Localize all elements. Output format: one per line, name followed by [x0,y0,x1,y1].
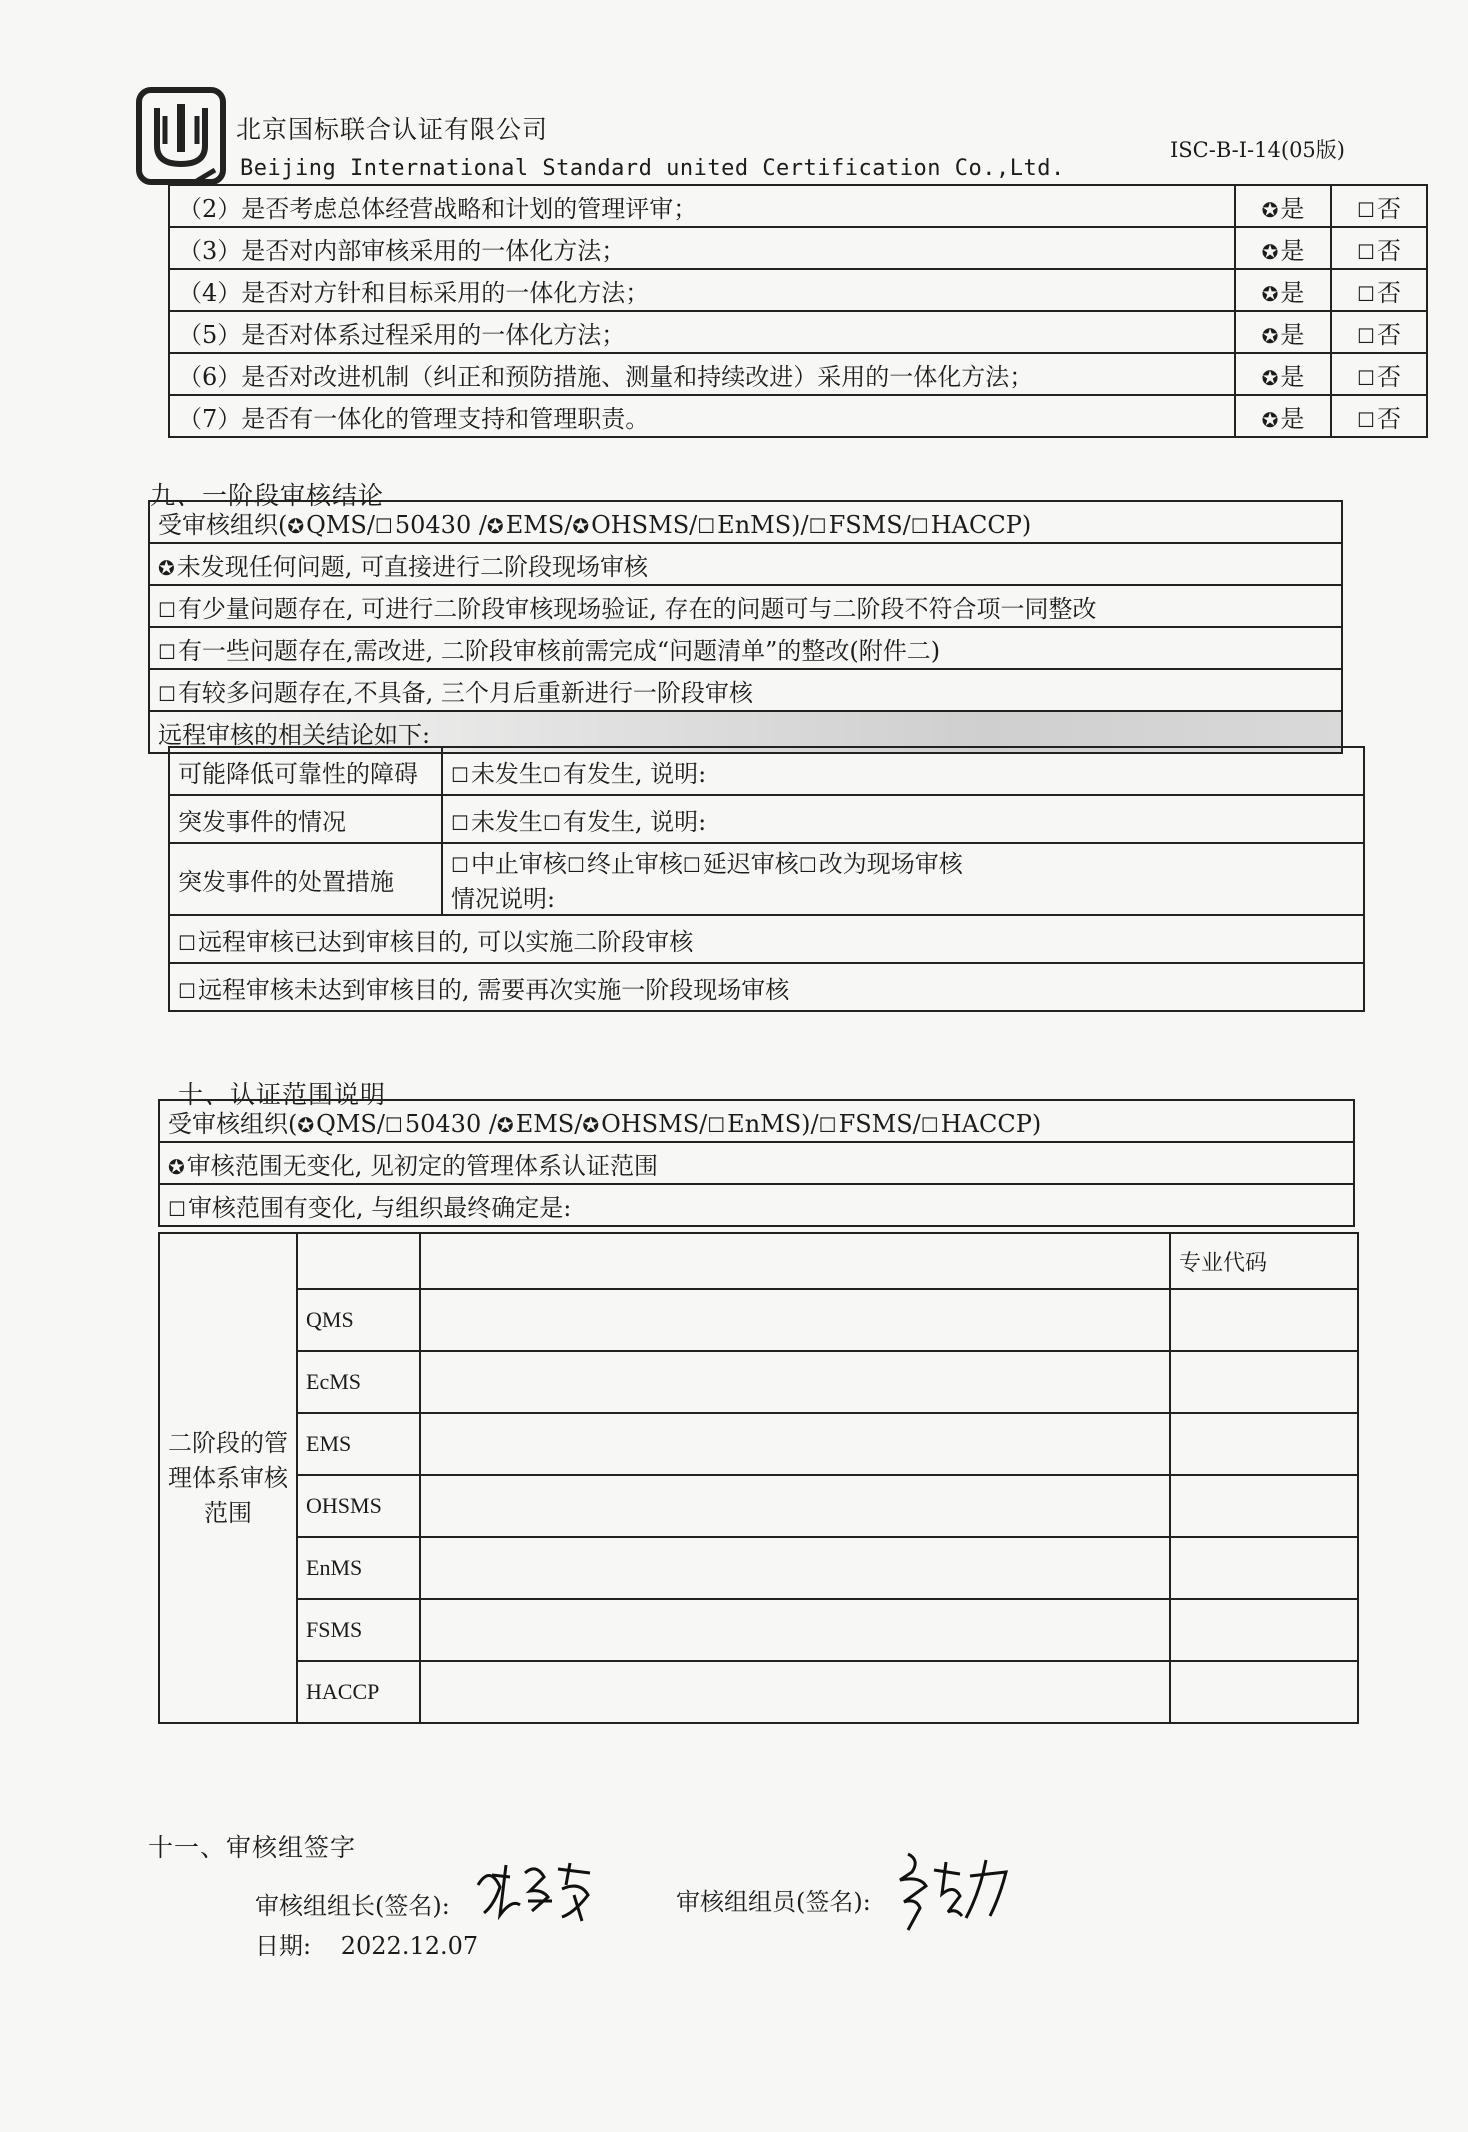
company-name-en: Beijing International Standard united Certification Co.,Ltd. [240,156,1065,181]
remote-row-label: 突发事件的情况 [169,795,442,843]
remote-measures[interactable]: ☐中止审核☐终止审核☐延迟审核☐改为现场审核 情况说明: [442,843,1364,915]
checklist-item: （6）是否对改进机制（纠正和预防措施、测量和持续改进）采用的一体化方法； [169,353,1235,395]
no-checkbox[interactable]: ☐否 [1331,353,1427,395]
system-name: QMS [297,1289,420,1351]
remote-row [169,747,1364,795]
checklist-row [169,395,1427,437]
fsms-checkbox[interactable]: ☐ [818,1112,837,1137]
scope-header-row [159,1233,1358,1289]
remote-row-label: 突发事件的处置措施 [169,843,442,915]
code-field[interactable] [1170,1289,1358,1351]
remote-row [169,843,1364,915]
stage1-conclusion-table [148,500,1343,754]
no-checkbox[interactable]: ☐否 [1331,311,1427,353]
remote-row-value[interactable]: ☐未发生☐有发生, 说明: [442,747,1364,795]
option-checkbox: ☐ [158,681,176,706]
code-field[interactable] [1170,1537,1358,1599]
scope-field[interactable] [420,1599,1170,1661]
section10-title: 十、认证范围说明 [178,1080,387,1109]
scope-field[interactable] [420,1475,1170,1537]
integration-checklist-table [168,184,1428,438]
scope-field[interactable] [420,1289,1170,1351]
scope-header-cell [420,1233,1170,1289]
checklist-row [169,227,1427,269]
company-name-cn: 北京国标联合认证有限公司 [236,115,549,144]
conclusion-option-row [149,627,1342,669]
checklist-row [169,185,1427,227]
no-checkbox[interactable]: ☐否 [1331,395,1427,437]
scope-row [159,1537,1358,1599]
scope-row [159,1661,1358,1723]
remote-row-label: 可能降低可靠性的障碍 [169,747,442,795]
no-checkbox[interactable]: ☐否 [1331,185,1427,227]
checklist-row [169,269,1427,311]
yes-checkbox[interactable]: ✪是 [1235,185,1331,227]
scope-option-row [159,1184,1354,1226]
scope-option-row [159,1142,1354,1184]
remote-result-row [169,915,1364,963]
company-logo-icon [135,86,227,186]
haccp-checkbox[interactable]: ☐ [920,1112,939,1137]
remote-row [169,795,1364,843]
audited-org-systems: 受审核组织(✪QMS/☐50430 /✪EMS/✪OHSMS/☐EnMS)/☐FSMS/☐HACCP) [159,1100,1354,1142]
remote-row-value[interactable]: ☐未发生☐有发生, 说明: [442,795,1364,843]
conclusion-option-row [149,585,1342,627]
section9-title: 九、一阶段审核结论 [150,481,385,510]
checklist-item: （7）是否有一体化的管理支持和管理职责。 [169,395,1235,437]
system-header-cell [297,1233,420,1289]
code-field[interactable] [1170,1475,1358,1537]
section11-title: 十一、审核组签字 [148,1833,357,1862]
conclusion-option[interactable]: ✪未发现任何问题, 可直接进行二阶段现场审核 [149,543,1342,585]
scope-no-change-option[interactable]: ✪审核范围无变化, 见初定的管理体系认证范围 [159,1142,1354,1184]
yes-checkbox[interactable]: ✪是 [1235,227,1331,269]
option-checkbox: ☐ [158,639,176,664]
yes-checkbox[interactable]: ✪是 [1235,353,1331,395]
audited-org-row [149,501,1342,543]
ohsms-checkbox[interactable]: ✪ [582,1112,600,1137]
system-name: HACCP [297,1661,420,1723]
checklist-item: （5）是否对体系过程采用的一体化方法； [169,311,1235,353]
system-name: EcMS [297,1351,420,1413]
situation-note: 情况说明: [451,885,556,913]
conclusion-option[interactable]: ☐有少量问题存在, 可进行二阶段审核现场验证, 存在的问题可与二阶段不符合项一同整改 [149,585,1342,627]
date-label: 日期: [255,1932,312,1960]
scope-row [159,1351,1358,1413]
conclusion-option-row [149,669,1342,711]
50430-checkbox[interactable]: ☐ [374,513,393,538]
option-checkbox: ☐ [158,597,176,622]
audited-org-systems: 受审核组织(✪QMS/☐50430 /✪EMS/✪OHSMS/☐EnMS)/☐FSMS/☐HACCP) [149,501,1342,543]
checklist-item: （4）是否对方针和目标采用的一体化方法； [169,269,1235,311]
system-name: EMS [297,1413,420,1475]
member-signature-image [890,1846,1015,1936]
checklist-item: （3）是否对内部审核采用的一体化方法； [169,227,1235,269]
scope-row [159,1475,1358,1537]
option-checkbox: ✪ [158,555,175,580]
remote-result-row [169,963,1364,1011]
date-value: 2022.12.07 [340,1932,479,1960]
code-field[interactable] [1170,1599,1358,1661]
audited-org-row [159,1100,1354,1142]
scope-field[interactable] [420,1661,1170,1723]
scope-row [159,1413,1358,1475]
qms-checkbox[interactable]: ✪ [287,513,305,538]
conclusion-option[interactable]: ☐有较多问题存在,不具备, 三个月后重新进行一阶段审核 [149,669,1342,711]
remote-audit-table [168,746,1365,1012]
scope-row [159,1599,1358,1661]
leader-signature-image [470,1855,600,1925]
checklist-row [169,353,1427,395]
system-name: FSMS [297,1599,420,1661]
remote-audit-heading: 远程审核的相关结论如下: [149,711,1342,753]
stage2-scope-table [158,1232,1359,1724]
scope-side-label: 二阶段的管理体系审核范围 [159,1233,297,1723]
scope-field[interactable] [420,1413,1170,1475]
scope-field[interactable] [420,1537,1170,1599]
professional-code-header: 专业代码 [1170,1233,1358,1289]
remote-not-achieved-option[interactable]: ☐远程审核未达到审核目的, 需要再次实施一阶段现场审核 [169,963,1364,1011]
50430-checkbox[interactable]: ☐ [384,1112,403,1137]
date-row [255,1926,478,1961]
no-checkbox[interactable]: ☐否 [1331,269,1427,311]
code-field[interactable] [1170,1413,1358,1475]
scope-field[interactable] [420,1351,1170,1413]
conclusion-option[interactable]: ☐有一些问题存在,需改进, 二阶段审核前需完成“问题清单”的整改(附件二) [149,627,1342,669]
conclusion-option-row [149,543,1342,585]
document-code: ISC-B-I-14(05版) [1170,138,1345,162]
yes-checkbox[interactable]: ✪是 [1235,269,1331,311]
enms-checkbox[interactable]: ☐ [707,1112,726,1137]
scope-row [159,1289,1358,1351]
checklist-row [169,311,1427,353]
member-signature-label: 审核组组员(签名): [676,1888,871,1916]
haccp-checkbox[interactable]: ☐ [910,513,929,538]
fsms-checkbox[interactable]: ☐ [808,513,827,538]
system-name: EnMS [297,1537,420,1599]
scope-changed-option[interactable]: ☐审核范围有变化, 与组织最终确定是: [159,1184,1354,1226]
enms-checkbox[interactable]: ☐ [697,513,716,538]
qms-checkbox[interactable]: ✪ [297,1112,315,1137]
ohsms-checkbox[interactable]: ✪ [572,513,590,538]
remote-achieved-option[interactable]: ☐远程审核已达到审核目的, 可以实施二阶段审核 [169,915,1364,963]
yes-checkbox[interactable]: ✪是 [1235,395,1331,437]
code-field[interactable] [1170,1661,1358,1723]
certification-scope-table [158,1099,1355,1227]
ems-checkbox[interactable]: ✪ [496,1112,514,1137]
leader-signature-label: 审核组组长(签名): [255,1892,450,1920]
yes-checkbox[interactable]: ✪是 [1235,311,1331,353]
checklist-item: （2）是否考虑总体经营战略和计划的管理评审； [169,185,1235,227]
system-name: OHSMS [297,1475,420,1537]
code-field[interactable] [1170,1351,1358,1413]
no-checkbox[interactable]: ☐否 [1331,227,1427,269]
ems-checkbox[interactable]: ✪ [486,513,504,538]
